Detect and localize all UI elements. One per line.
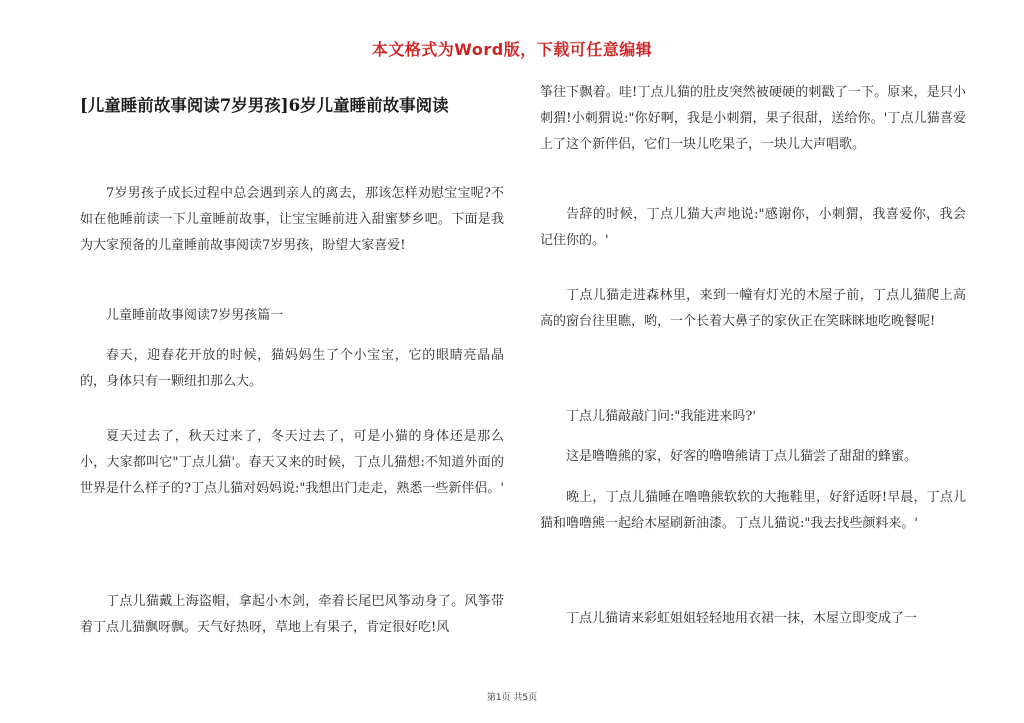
right-paragraph-7: 丁点儿猫请来彩虹姐姐轻轻地用衣裙一抹，木屋立即变成了一 — [566, 611, 918, 626]
left-section-heading: 儿童睡前故事阅读7岁男孩篇一 — [106, 308, 284, 323]
download-banner: 本文格式为Word版，下载可任意编辑 — [371, 40, 653, 59]
right-paragraph-1: 筝往下飘着。哇!丁点儿猫的肚皮突然被硬硬的刺戳了一下。原来，是只小刺猬!小刺猬说:"你好啊，我是小刺猬，果子很甜，送给你。'丁点儿猫喜爱上了这个新伴侣，它们一块儿吃果子，一块儿大声唱歌。 — [540, 85, 966, 152]
right-paragraph-2: 告辞的时候，丁点儿猫大声地说:"感谢你，小刺猬，我喜爱你，我会记住你的。' — [540, 207, 966, 248]
document-title: [儿童睡前故事阅读7岁男孩]6岁儿童睡前故事阅读 — [80, 96, 449, 115]
right-paragraph-3: 丁点儿猫走进森林里，来到一幢有灯光的木屋子前，丁点儿猫爬上高高的窗台往里瞧，哟，一个长着大鼻子的家伙正在笑眯眯地吃晚餐呢! — [540, 288, 966, 329]
page-number: 第1页 共5页 — [486, 693, 538, 703]
right-paragraph-4: 丁点儿猫敲敲门问:"我能进来吗?' — [566, 409, 756, 424]
left-paragraph-3: 夏天过去了，秋天过来了，冬天过去了，可是小猫的身体还是那么小，大家都叫它"丁点儿猫'。春天又来的时候，丁点儿猫想:不知道外面的世界是什么样子的?丁点儿猫对妈妈说:"我想出门走走，熟悉一些新伴侣。' — [80, 429, 504, 496]
right-paragraph-6: 晚上，丁点儿猫睡在噜噜熊软软的大拖鞋里，好舒适呀!早晨，丁点儿猫和噜噜熊一起给木屋刷新油漆。丁点儿猫说:"我去找些颜料来。' — [540, 490, 966, 531]
left-paragraph-4: 丁点儿猫戴上海盗帽，拿起小木剑，牵着长尾巴风筝动身了。风筝带着丁点儿猫飘呀飘。天气好热呀，草地上有果子，肯定很好吃!风 — [80, 594, 504, 635]
right-paragraph-5: 这是噜噜熊的家，好客的噜噜熊请丁点儿猫尝了甜甜的蜂蜜。 — [566, 449, 918, 464]
left-paragraph-1: 7岁男孩子成长过程中总会遇到亲人的离去，那该怎样劝慰宝宝呢?不如在他睡前读一下儿童睡前故事，让宝宝睡前进入甜蜜梦乡吧。下面是我为大家预备的儿童睡前故事阅读7岁男孩，盼望大家喜爱! — [80, 186, 504, 253]
left-paragraph-2: 春天，迎春花开放的时候，猫妈妈生了个小宝宝，它的眼睛亮晶晶的，身体只有一颗纽扣那么大。 — [80, 348, 504, 389]
